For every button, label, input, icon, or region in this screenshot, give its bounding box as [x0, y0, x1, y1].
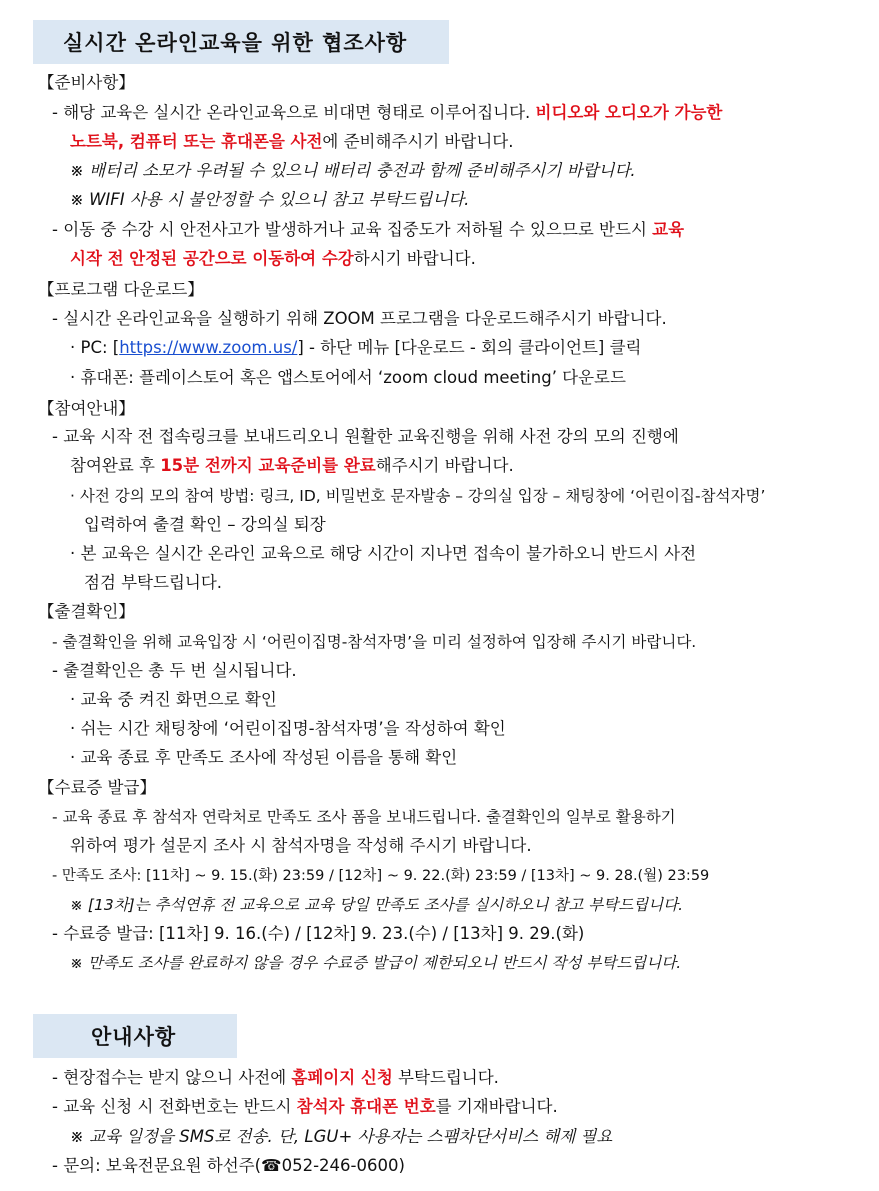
join-bullet-1-cont: 입력하여 출결 확인 – 강의실 퇴장 — [84, 515, 326, 534]
prep-note-battery: ※ 배터리 소모가 우려될 수 있으니 배터리 충전과 함께 준비해주시기 바랍니다. — [70, 161, 636, 180]
prep-line-1-text: - 해당 교육은 실시간 온라인교육으로 비대면 형태로 이루어집니다. — [52, 103, 536, 122]
prep-line-2 — [70, 131, 513, 153]
program-pc-line — [70, 337, 642, 359]
section-title-cert: 【수료증 발급】 — [38, 778, 156, 797]
notice-heading-text: 안내사항 — [91, 1025, 177, 1049]
cert-line-2: 위하여 평가 설문지 조사 시 참석자명을 작성해 주시기 바랍니다. — [70, 836, 532, 855]
attend-bullet-1: · 교육 중 켜진 화면으로 확인 — [70, 690, 277, 709]
cert-line-1: - 교육 종료 후 참석자 연락처로 만족도 조사 폼을 보내드립니다. 출결확인의 일부로 활용하기 — [52, 808, 676, 826]
join-bullet-2: · 본 교육은 실시간 온라인 교육으로 해당 시간이 지나면 접속이 불가하오니 반드시 사전 — [70, 544, 697, 563]
cert-note-1: ※ [13차]는 추석연휴 전 교육으로 교육 당일 만족도 조사를 실시하오니 참고 부탁드립니다. — [70, 896, 684, 914]
join-line-2-text: 참여완료 후 — [70, 456, 161, 475]
join-line-2-highlight: 15분 전까지 교육준비를 완료 — [160, 456, 376, 475]
prep-line-2-highlight: 노트북, 컴퓨터 또는 휴대폰을 사전 — [70, 132, 323, 151]
prep-line-2-text: 에 준비해주시기 바랍니다. — [322, 132, 514, 151]
attend-line-2: - 출결확인은 총 두 번 실시됩니다. — [52, 661, 297, 680]
prep-line-3 — [52, 219, 684, 241]
prep-line-3-highlight: 교육 — [652, 220, 685, 239]
main-heading-text: 실시간 온라인교육을 위한 협조사항 — [63, 31, 408, 55]
prep-line-1 — [52, 102, 837, 124]
section-title-program: 【프로그램 다운로드】 — [38, 280, 204, 299]
program-pc-prefix: · PC: [ — [70, 338, 120, 357]
notice-line-1-text: - 현장접수는 받지 않으니 사전에 — [52, 1068, 292, 1087]
zoom-download-link[interactable]: https://www.zoom.us/ — [119, 338, 298, 357]
join-line-2-suffix: 해주시기 바랍니다. — [375, 456, 514, 475]
notice-line-2-suffix: 를 기재바랍니다. — [435, 1097, 558, 1116]
attend-line-1: - 출결확인을 위해 교육입장 시 ‘어린이집명-참석자명’을 미리 설정하여 입장해 주시기 바랍니다. — [52, 633, 697, 651]
cert-survey-line: - 만족도 조사: [11차] ~ 9. 15.(화) 23:59 / [12차] ~ 9. 22.(화) 23:59 / [13차] ~ 9. 28.(월) 23:59 — [52, 868, 710, 884]
notice-line-1 — [52, 1067, 499, 1089]
notice-contact-prefix: - 문의: 보육전문요원 하선주( — [52, 1156, 262, 1175]
section-title-attend: 【출결확인】 — [38, 602, 135, 621]
notice-line-1-suffix: 부탁드립니다. — [392, 1068, 499, 1087]
join-bullet-2-cont: 점검 부탁드립니다. — [84, 573, 223, 592]
notice-line-2 — [52, 1096, 558, 1118]
prep-line-4-highlight: 시작 전 안정된 공간으로 이동하여 수강 — [70, 249, 354, 268]
prep-line-3-text: - 이동 중 수강 시 안전사고가 발생하거나 교육 집중도가 저하될 수 있으므로 반드시 — [52, 220, 653, 239]
join-bullet-1: · 사전 강의 모의 참여 방법: 링크, ID, 비밀번호 문자발송 – 강의실 입장 – 채팅창에 ‘어린이집-참석자명’ — [70, 487, 766, 505]
phone-icon: ☎ — [261, 1156, 282, 1175]
prep-line-1-highlight: 비디오와 오디오가 가능한 — [535, 103, 723, 122]
notice-note-sms: ※ 교육 일정을 SMS로 전송. 단, LGU+ 사용자는 스팸차단서비스 해제 필요 — [70, 1127, 613, 1146]
prep-note-wifi: ※ WIFI 사용 시 불안정할 수 있으니 참고 부탁드립니다. — [70, 190, 470, 209]
join-line-1: - 교육 시작 전 접속링크를 보내드리오니 원활한 교육진행을 위해 사전 강의 모의 진행에 — [52, 427, 679, 446]
section-title-prep: 【준비사항】 — [38, 73, 135, 92]
program-line-1: - 실시간 온라인교육을 실행하기 위해 ZOOM 프로그램을 다운로드해주시기 바랍니다. — [52, 309, 667, 328]
cert-note-2: ※ 만족도 조사를 완료하지 않을 경우 수료증 발급이 제한되오니 반드시 작성 부탁드립니다. — [70, 954, 682, 972]
notice-line-1-highlight: 홈페이지 신청 — [291, 1068, 393, 1087]
attend-bullet-3: · 교육 종료 후 만족도 조사에 작성된 이름을 통해 확인 — [70, 748, 458, 767]
prep-line-4-text: 하시기 바랍니다. — [353, 249, 476, 268]
join-line-2 — [70, 455, 514, 477]
notice-line-2-highlight: 참석자 휴대폰 번호 — [296, 1097, 436, 1116]
program-phone-line: · 휴대폰: 플레이스토어 혹은 앱스토어에서 ‘zoom cloud meeting’ 다운로드 — [70, 368, 626, 387]
main-heading — [33, 20, 449, 64]
notice-heading — [33, 1014, 237, 1058]
attend-bullet-2: · 쉬는 시간 채팅창에 ‘어린이집명-참석자명’을 작성하여 확인 — [70, 719, 506, 738]
notice-line-2-text: - 교육 신청 시 전화번호는 반드시 — [52, 1097, 297, 1116]
notice-contact-number: 052-246-0600) — [281, 1156, 405, 1175]
prep-line-4 — [70, 248, 476, 270]
program-pc-suffix: ] - 하단 메뉴 [다운로드 - 회의 클라이언트] 클릭 — [297, 338, 642, 357]
section-title-join: 【참여안내】 — [38, 399, 135, 418]
cert-issue-line: - 수료증 발급: [11차] 9. 16.(수) / [12차] 9. 23.(수) / [13차] 9. 29.(화) — [52, 924, 585, 943]
notice-contact-line — [52, 1155, 405, 1177]
